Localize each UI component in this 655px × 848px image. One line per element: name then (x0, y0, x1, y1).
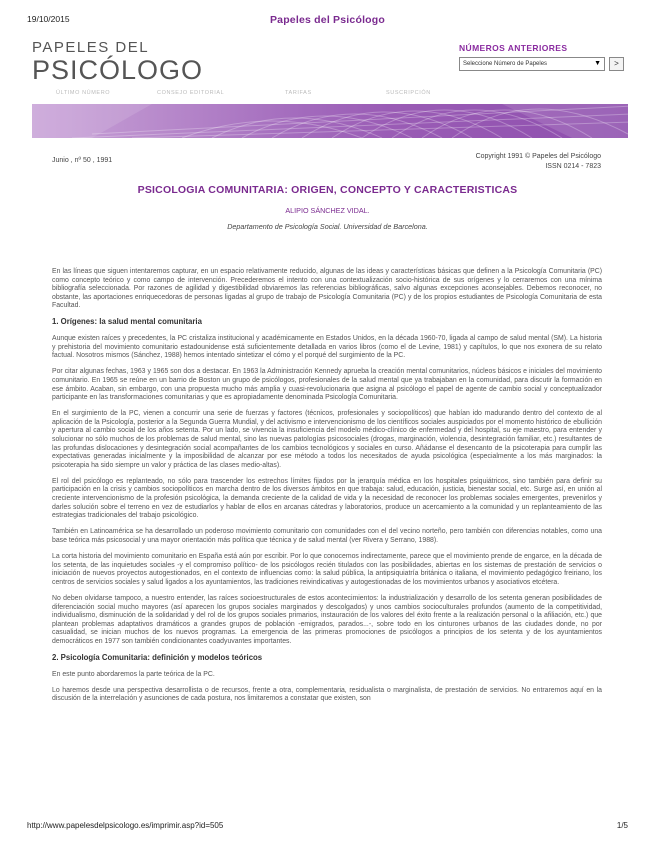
article-title: PSICOLOGIA COMUNITARIA: ORIGEN, CONCEPTO Y CARACTERISTICAS (137, 184, 518, 196)
page-number: 1/5 (616, 821, 628, 830)
paragraph: El rol del psicólogo es replanteado, no sólo para trascender los estrechos límites fijados por la jerarquía médica en los hospitales psiquiátricos, sino también para definir su participación en la crisis y cambios sociopolíticos en marcha dentro de los diversos ámbitos en que trabaja: salud, educación, justicia, bienestar social, etc. Surge así, en unión al creciente intervencionismo de la profesión psicológica, la demanda creciente de la calidad de vida y la necesidad de reconocer los problemas sociales emergentes, prevenirlos y darles solución sobre el terreno en vez de estudiarlos y hablar de ellos en arcanas cátedras y laboratorios, produce un acercamiento a la comunidad y un replanteamiento de las estrategias tradicionales del trabajo psicológico. (52, 477, 602, 520)
dropdown-arrow-icon: ▼ (594, 60, 601, 67)
nav-item-subscription[interactable]: SUSCRIPCIÓN (386, 90, 431, 96)
top-navigation (52, 90, 625, 100)
back-issues-label: NÚMEROS ANTERIORES (459, 43, 568, 53)
print-header (27, 14, 628, 28)
nav-item-editorial-board[interactable]: CONSEJO EDITORIAL (157, 90, 225, 96)
paragraph: En este punto abordaremos la parte teórica de la PC. (52, 670, 215, 678)
article-body (52, 268, 602, 711)
banner-decoration (32, 104, 628, 138)
issue-info: Junio , nº 50 , 1991 (52, 157, 113, 164)
nav-item-rates[interactable]: TARIFAS (285, 90, 312, 96)
section-heading-2: 2. Psicología Comunitaria: definición y modelos teóricos (52, 652, 263, 662)
logo-line1: PAPELES DEL (32, 39, 150, 56)
paragraph-intro: En las líneas que siguen intentaremos capturar, en un espacio relativamente reducido, algunas de las ideas y características básicas que definen a la Psicología Comunitaria (PC) como concepto teórico y como campo de intervención. Precederemos el intento con una contextualización socio-histórica de sus orígenes y lo cerraremos con una mínima bibliografía seleccionada. Por razones de agilidad y digestibilidad obviaremos las referencias bibliográficas, salvo algunas excepciones aconsejables. Debemos reconocer, no obstante, las aportaciones enriquecedoras de personas ligadas al grupo de trabajo de Psicología Comunitaria (PC) y de los propios estudiantes de Psicología Comunitaria de esta Facultad. (52, 268, 602, 310)
back-issues-panel (459, 43, 629, 71)
nav-item-latest-issue[interactable]: ÚLTIMO NÚMERO (56, 90, 111, 96)
issn-text: ISSN 0214 - 7823 (545, 163, 601, 170)
print-date: 19/10/2015 (27, 14, 70, 24)
paragraph: Aunque existen raíces y precedentes, la PC cristaliza institucional y académicamente en Estados Unidos, en la década 1960-70, ligada al campo de salud mental (SM). La historia y prehistoria del movimiento comunitario estadounidense está suficientemente detallada en varios libros (como el de Levine, 1981) y capítulos, lo que nos exonera de su relato factual. Nosotros mismos (Sánchez, 1988) hemos intentado sintetizar el cómo y el porqué del surgimiento de la PC. (52, 335, 602, 360)
author-affiliation: Departamento de Psicología Social. Universidad de Barcelona. (227, 222, 428, 231)
copyright-block (476, 152, 601, 172)
page-url: http://www.papelesdelpsicologo.es/imprimir.asp?id=505 (27, 821, 224, 830)
issue-select-value: Seleccione Número de Papeles (463, 61, 548, 67)
section-heading-1: 1. Orígenes: la salud mental comunitaria (52, 317, 202, 327)
paragraph: Por citar algunas fechas, 1963 y 1965 son dos a destacar. En 1963 la Administración Kennedy aprueba la creación mental comunitarios, núcleos básicos e iniciales del movimiento comunitario. En 1965 se reúne en un barrio de Boston un grupo de psicólogos, profesionales de la salud mental que ya trabajaban en la comunidad, para discutir la formación en ese ámbito. Acaban, sin embargo, con una propuesta mucho más amplia y cuasi-revolucionaria que asigna al psicólogo el papel de agente de cambio social y conceptualizador participante en las transformaciones comunitarias y que es apropiadamente denominada Psicología Comunitaria. (52, 368, 602, 402)
paragraph: En el surgimiento de la PC, vienen a concurrir una serie de fuerzas y factores (técnicos, profesionales y sociopolíticos) que habían ido madurando dentro del contexto de al aplicación de la Psicología, posterior a la Segunda Guerra Mundial, y del activismo e intervencionismo de los científicos sociales auspiciados por el momento histórico de ebullición y apertura al cambio social de los años setenta. Por un lado, se vivencia la insuficiencia del modelo médico-clínico de enfermedad y del hospital, su eje maestro, para entender y solucionar no sólo muchos de los problemas de salud mental, sino las nuevas patologías psicosociales (drogas, marginación, violencia, desintegración familiar, etc.) resultantes de las profundas dislocaciones y desintegración social acompañantes de los cambios tecnológicos y sociales en curso. Añádanse el desencanto de la psicoterapia para cumplir las expectativas generadas inicialmente y la imposibilidad de alcanzar por ese método a todos los necesitados de ayuda psicológica (especialmente a los más marginados: la psicoterapia ha sido siempre un valor y práctica de las clases medio-altas). (52, 410, 602, 469)
print-page-title: Papeles del Psicólogo (269, 14, 386, 26)
copyright-text: Copyright 1991 © Papeles del Psicólogo (475, 153, 601, 160)
issue-select[interactable] (459, 57, 605, 71)
paragraph: Lo haremos desde una perspectiva desarrollista o de recursos, frente a otra, complementaria, residualista o marginalista, de prestación de servicios. No entraremos aquí en la discusión de la interrelación y asunciones de cada postura, nos limitaremos a constatar que existen, son (52, 686, 602, 703)
paragraph: La corta historia del movimiento comunitario en España está aún por escribir. Por lo que conocemos indirectamente, parece que el movimiento prende de engarce, en la década de los setenta, de las inquietudes sociales -y el compromiso político- de los psicólogos recién titulados con las posibilidades, abiertas en los sistemas de prestación de servicios o iniciación de nuevos proyectos autogestionados, en el contexto de influencias como: la salud pública, la antipsiquiatría británica o italiana, el movimiento pedagógico freiriano, los centros de servicios sociales y salud ligados a los ayuntamientos, las tradiciones reivindicativas y autogestionadas de los movimientos urbanos y asociativos etcétera. (52, 553, 602, 586)
go-button[interactable]: > (609, 57, 624, 71)
paragraph: No deben olvidarse tampoco, a nuestro entender, las raíces socioestructurales de estos acontecimientos: la industrialización y desarrollo de los setenta generan posibilidades de diferenciación social mucho mayores (así aparecen los grupos sociales marginados y descolgados) y unos cambios socioculturales profundos (aumento de la competitividad, individualismo, disminución de la solidaridad y del rol de los grupos sociales primarios, instauración de los valores del éxito frente a la realización personal o la afiliación, etc.) que plantean problemas adaptativos dramáticos a grandes grupos de población -emigrados, parados...-, sobre todo en los cinturones urbanos de las ciudades donde, no por casualidad, se inician muchos de los nuevos programas. La emergencia de las primeras promociones de psicólogos a principios de los setenta y de los ayuntamientos democráticos en 1977 son también condicionantes coadyuvantes importantes. (52, 594, 602, 645)
header-banner (32, 104, 628, 138)
paragraph: También en Latinoamérica se ha desarrollado un poderoso movimiento comunitario con comunidades con el del vecino norteño, pero también con diferencias notables, como una base teórica más psicosocial y una mayor orientación más política que técnica y de salud mental (ver Rivera y Serrano, 1988). (52, 528, 602, 544)
article-author[interactable]: ALIPIO SÁNCHEZ VIDAL. (285, 206, 370, 215)
site-logo[interactable] (32, 40, 203, 84)
logo-line2: PSICÓLOGO (32, 55, 204, 85)
